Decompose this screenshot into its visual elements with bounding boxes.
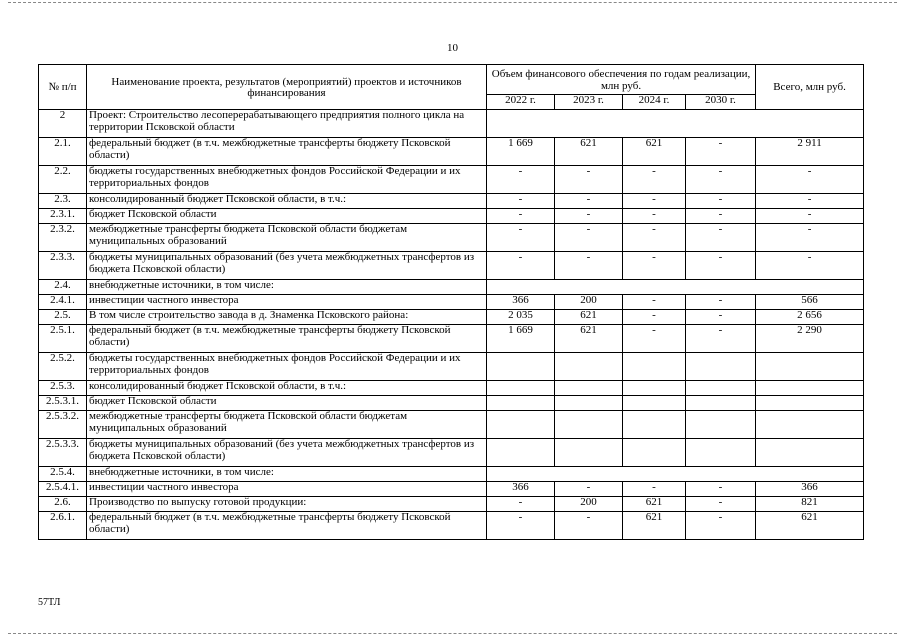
row-values-merged <box>487 280 864 295</box>
row-total: - <box>756 252 864 280</box>
row-name: В том числе строительство завода в д. Знаменка Псковского района: <box>87 310 487 325</box>
row-total: 821 <box>756 497 864 512</box>
row-value: - <box>487 252 555 280</box>
row-value: - <box>487 497 555 512</box>
table-row <box>39 467 864 482</box>
row-name: бюджеты государственных внебюджетных фондов Российской Федерации и их территориальных фондов <box>87 166 487 194</box>
row-value: 621 <box>555 138 623 166</box>
row-value <box>555 381 623 396</box>
row-value <box>555 411 623 439</box>
row-value: - <box>686 252 756 280</box>
row-value: 366 <box>487 482 555 497</box>
row-value: - <box>686 295 756 310</box>
table-row <box>39 396 864 411</box>
table-row <box>39 194 864 209</box>
row-name: межбюджетные трансферты бюджета Псковской области бюджетам муниципальных образований <box>87 224 487 252</box>
row-value <box>487 381 555 396</box>
table-body <box>39 110 864 540</box>
row-value: - <box>623 209 686 224</box>
header-name: Наименование проекта, результатов (мероприятий) проектов и источников финансирования <box>87 65 487 110</box>
row-total: 566 <box>756 295 864 310</box>
table-row <box>39 310 864 325</box>
row-value: - <box>555 224 623 252</box>
row-values-merged <box>487 467 864 482</box>
header-row <box>39 65 864 95</box>
header-num: № п/п <box>39 65 87 110</box>
row-number: 2.3. <box>39 194 87 209</box>
row-name: бюджеты государственных внебюджетных фондов Российской Федерации и их территориальных фондов <box>87 353 487 381</box>
row-value: 621 <box>623 512 686 540</box>
header-year: 2022 г. <box>487 95 555 110</box>
row-name: бюджеты муниципальных образований (без учета межбюджетных трансфертов из бюджета Псковской области) <box>87 439 487 467</box>
financing-table <box>38 64 864 540</box>
row-number: 2.2. <box>39 166 87 194</box>
scan-bottom-edge <box>8 633 897 634</box>
row-total: 366 <box>756 482 864 497</box>
table-row <box>39 224 864 252</box>
row-value <box>686 411 756 439</box>
row-value: - <box>487 512 555 540</box>
row-value: 621 <box>623 497 686 512</box>
row-number: 2.5.4.1. <box>39 482 87 497</box>
row-value <box>623 396 686 411</box>
table-row <box>39 353 864 381</box>
row-value: - <box>555 512 623 540</box>
row-number: 2.4.1. <box>39 295 87 310</box>
row-value: - <box>555 252 623 280</box>
table-row <box>39 110 864 138</box>
row-value <box>686 381 756 396</box>
row-value: - <box>623 295 686 310</box>
row-name: внебюджетные источники, в том числе: <box>87 280 487 295</box>
row-total: - <box>756 209 864 224</box>
row-value <box>487 353 555 381</box>
row-value: - <box>487 209 555 224</box>
row-value: 2 035 <box>487 310 555 325</box>
row-number: 2 <box>39 110 87 138</box>
row-number: 2.1. <box>39 138 87 166</box>
row-total <box>756 439 864 467</box>
row-value: 1 669 <box>487 138 555 166</box>
row-number: 2.3.3. <box>39 252 87 280</box>
row-total <box>756 411 864 439</box>
row-name: инвестиции частного инвестора <box>87 295 487 310</box>
row-number: 2.3.1. <box>39 209 87 224</box>
row-number: 2.4. <box>39 280 87 295</box>
table-row <box>39 411 864 439</box>
row-name: межбюджетные трансферты бюджета Псковской области бюджетам муниципальных образований <box>87 411 487 439</box>
row-value <box>686 396 756 411</box>
row-total: - <box>756 166 864 194</box>
row-value: 200 <box>555 295 623 310</box>
row-value: - <box>623 325 686 353</box>
row-value <box>686 353 756 381</box>
table-row <box>39 252 864 280</box>
row-total <box>756 381 864 396</box>
row-value: - <box>555 482 623 497</box>
row-value: - <box>623 310 686 325</box>
row-value: - <box>623 224 686 252</box>
row-value <box>555 353 623 381</box>
row-values-merged <box>487 110 864 138</box>
row-value: - <box>686 325 756 353</box>
row-name: Производство по выпуску готовой продукции: <box>87 497 487 512</box>
row-number: 2.3.2. <box>39 224 87 252</box>
row-value: - <box>686 310 756 325</box>
row-total: 2 911 <box>756 138 864 166</box>
row-value: 621 <box>555 325 623 353</box>
row-value: - <box>686 209 756 224</box>
row-name: федеральный бюджет (в т.ч. межбюджетные трансферты бюджету Псковской области) <box>87 512 487 540</box>
row-value: 366 <box>487 295 555 310</box>
row-value: - <box>623 252 686 280</box>
row-value <box>555 439 623 467</box>
table-row <box>39 295 864 310</box>
table-row <box>39 381 864 396</box>
row-value: - <box>487 166 555 194</box>
table-row <box>39 138 864 166</box>
row-number: 2.6.1. <box>39 512 87 540</box>
row-value: 621 <box>623 138 686 166</box>
row-total: - <box>756 224 864 252</box>
table-row <box>39 325 864 353</box>
row-name: инвестиции частного инвестора <box>87 482 487 497</box>
row-name: бюджет Псковской области <box>87 396 487 411</box>
table-row <box>39 497 864 512</box>
row-number: 2.5. <box>39 310 87 325</box>
row-number: 2.5.2. <box>39 353 87 381</box>
row-name: федеральный бюджет (в т.ч. межбюджетные трансферты бюджету Псковской области) <box>87 138 487 166</box>
row-value: - <box>686 224 756 252</box>
row-value: - <box>555 166 623 194</box>
row-total <box>756 396 864 411</box>
row-value: - <box>686 512 756 540</box>
row-value <box>623 381 686 396</box>
row-number: 2.6. <box>39 497 87 512</box>
header-year: 2023 г. <box>555 95 623 110</box>
row-value: - <box>555 209 623 224</box>
row-name: консолидированный бюджет Псковской области, в т.ч.: <box>87 194 487 209</box>
row-value <box>487 396 555 411</box>
table-row <box>39 166 864 194</box>
row-value <box>623 353 686 381</box>
row-value <box>487 411 555 439</box>
row-value: - <box>686 482 756 497</box>
table-row <box>39 439 864 467</box>
row-number: 2.5.3.1. <box>39 396 87 411</box>
row-value: - <box>623 194 686 209</box>
row-total: 2 290 <box>756 325 864 353</box>
row-number: 2.5.4. <box>39 467 87 482</box>
table-row <box>39 482 864 497</box>
row-value: - <box>623 482 686 497</box>
row-total <box>756 353 864 381</box>
table-row <box>39 209 864 224</box>
scan-top-edge <box>8 2 897 3</box>
table-row <box>39 280 864 295</box>
row-number: 2.5.3.2. <box>39 411 87 439</box>
row-number: 2.5.3. <box>39 381 87 396</box>
row-value: 1 669 <box>487 325 555 353</box>
header-volume: Объем финансового обеспечения по годам реализации, млн руб. <box>487 65 756 95</box>
row-name: бюджеты муниципальных образований (без учета межбюджетных трансфертов из бюджета Псковской области) <box>87 252 487 280</box>
table-row <box>39 512 864 540</box>
row-value: - <box>555 194 623 209</box>
row-value <box>623 439 686 467</box>
row-name: федеральный бюджет (в т.ч. межбюджетные трансферты бюджету Псковской области) <box>87 325 487 353</box>
header-total: Всего, млн руб. <box>756 65 864 110</box>
row-number: 2.5.1. <box>39 325 87 353</box>
row-value: - <box>686 194 756 209</box>
row-value: - <box>686 166 756 194</box>
row-number: 2.5.3.3. <box>39 439 87 467</box>
row-total: 2 656 <box>756 310 864 325</box>
row-value: - <box>487 194 555 209</box>
header-year: 2024 г. <box>623 95 686 110</box>
row-name: внебюджетные источники, в том числе: <box>87 467 487 482</box>
header-year: 2030 г. <box>686 95 756 110</box>
row-total: 621 <box>756 512 864 540</box>
row-name: консолидированный бюджет Псковской области, в т.ч.: <box>87 381 487 396</box>
row-value <box>686 439 756 467</box>
row-value <box>555 396 623 411</box>
row-value: 200 <box>555 497 623 512</box>
row-name: Проект: Строительство лесоперерабатывающего предприятия полного цикла на территории Псковской области <box>87 110 487 138</box>
row-total: - <box>756 194 864 209</box>
row-value: - <box>487 224 555 252</box>
row-name: бюджет Псковской области <box>87 209 487 224</box>
row-value: - <box>623 166 686 194</box>
row-value: - <box>686 138 756 166</box>
page-number: 10 <box>447 42 458 54</box>
row-value <box>623 411 686 439</box>
footer-code: 57ТЛ <box>38 597 61 608</box>
row-value <box>487 439 555 467</box>
row-value: - <box>686 497 756 512</box>
row-value: 621 <box>555 310 623 325</box>
